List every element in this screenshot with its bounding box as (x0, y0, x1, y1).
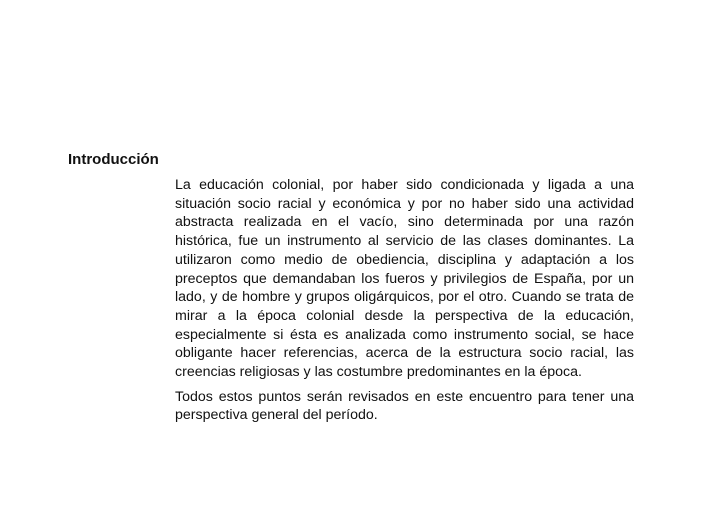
section-heading: Introducción (68, 151, 159, 168)
paragraph-intro: La educación colonial, por haber sido condicionada y ligada a una situación socio racial y económica y por no haber sido una actividad abstracta realizada en el vacío, sino determinada por una razón histórica, fue un instrumento al servicio de las clases dominantes. La utilizaron como medio de obediencia, disciplina y adaptación a los preceptos que demandaban los fueros y privilegios de España, por un lado, y de hombre y grupos oligárquicos, por el otro. Cuando se trata de mirar a la época colonial desde la perspectiva de la educación, especialmente si ésta es analizada como instrumento social, se hace obligante hacer referencias, acerca de la estructura socio racial, las creencias religiosas y las costumbre predominantes en la época. (175, 177, 634, 381)
paragraph-summary: Todos estos puntos serán revisados en este encuentro para tener una perspectiva general del período. (175, 388, 634, 424)
section-body (175, 176, 634, 425)
